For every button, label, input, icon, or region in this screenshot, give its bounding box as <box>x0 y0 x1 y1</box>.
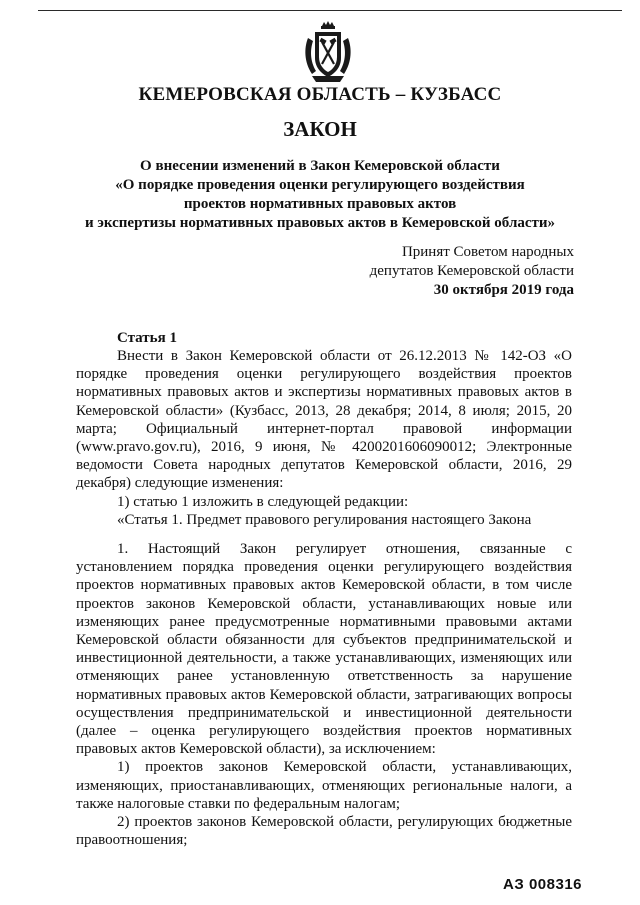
article-intro-block <box>76 347 572 529</box>
amendment-item: 1) статью 1 изложить в следующей редакции: <box>117 493 409 510</box>
adoption-date: 30 октября 2019 года <box>433 282 574 298</box>
document-serial-number: АЗ 008316 <box>503 876 582 893</box>
law-heading-line: О внесении изменений в Закон Кемеровской области <box>140 158 500 174</box>
body-paragraph: 1. Настоящий Закон регулирует отношения, связанные с установлением порядка проведения оценки регулирующего воздействия проектов нормативных правовых актов Кемеровской области, в том числе проектов законов Кемеровской области, устанавливающих новые или изменяющих ранее предусмотренные нормативными правовыми актами Кемеровской области обязанности для субъектов предпринимательской и инвестиционной деятельности, а также устанавливающих, изменяющих или отменяющих ранее установленную ответственность за нарушение нормативных правовых актов Кемеровской области, затрагивающих вопросы осуществления предпринимательской и инвестиционной деятельности (далее – оценка регулирующего воздействия проектов нормативных правовых актов Кемеровской области), за исключением: <box>76 541 572 758</box>
adoption-info <box>370 243 574 300</box>
article-body-block <box>76 540 572 849</box>
law-heading-line: проектов нормативных правовых актов <box>183 196 457 212</box>
region-title: КЕМЕРОВСКАЯ ОБЛАСТЬ – КУЗБАСС <box>138 84 502 105</box>
law-heading-line: и экспертизы нормативных правовых актов в Кемеровской области» <box>84 215 556 231</box>
exception-item: 2) проектов законов Кемеровской области, регулирующих бюджетные правоотношения; <box>76 814 572 849</box>
adoption-line: Принят Советом народных <box>401 244 574 260</box>
document-type-label: ЗАКОН <box>283 117 357 141</box>
coat-of-arms-icon <box>300 20 356 86</box>
article-intro-paragraph: Внести в Закон Кемеровской области от 26.12.2013 № 142-ОЗ «О порядке проведения оценки регулирующего воздействия проектов нормативных правовых актов и экспертизы нормативных правовых актов в Кемеровской области» (Кузбасс, 2013, 28 декабря; 2014, 8 июля; 2015, 20 марта; Официальный интернет-портал правовой информации (www.pravo.gov.ru), 2016, 9 июня, № 4200201606090012; Электронные ведомости Совета народных депутатов Кемеровской области, 2016, 29 декабря) следующие изменения: <box>76 348 572 492</box>
quoted-article-title: «Статья 1. Предмет правового регулирования настоящего Закона <box>117 511 532 528</box>
article-title: Статья 1 <box>117 330 177 346</box>
top-divider <box>38 10 622 11</box>
law-heading-line: «О порядке проведения оценки регулирующего воздействия <box>115 177 525 193</box>
law-heading <box>60 157 580 233</box>
exception-item: 1) проектов законов Кемеровской области, устанавливающих, изменяющих, приостанавливающих, отменяющих региональные налоги, а также налоговые ставки по федеральным налогам; <box>76 759 572 812</box>
adoption-line: депутатов Кемеровской области <box>369 263 574 279</box>
